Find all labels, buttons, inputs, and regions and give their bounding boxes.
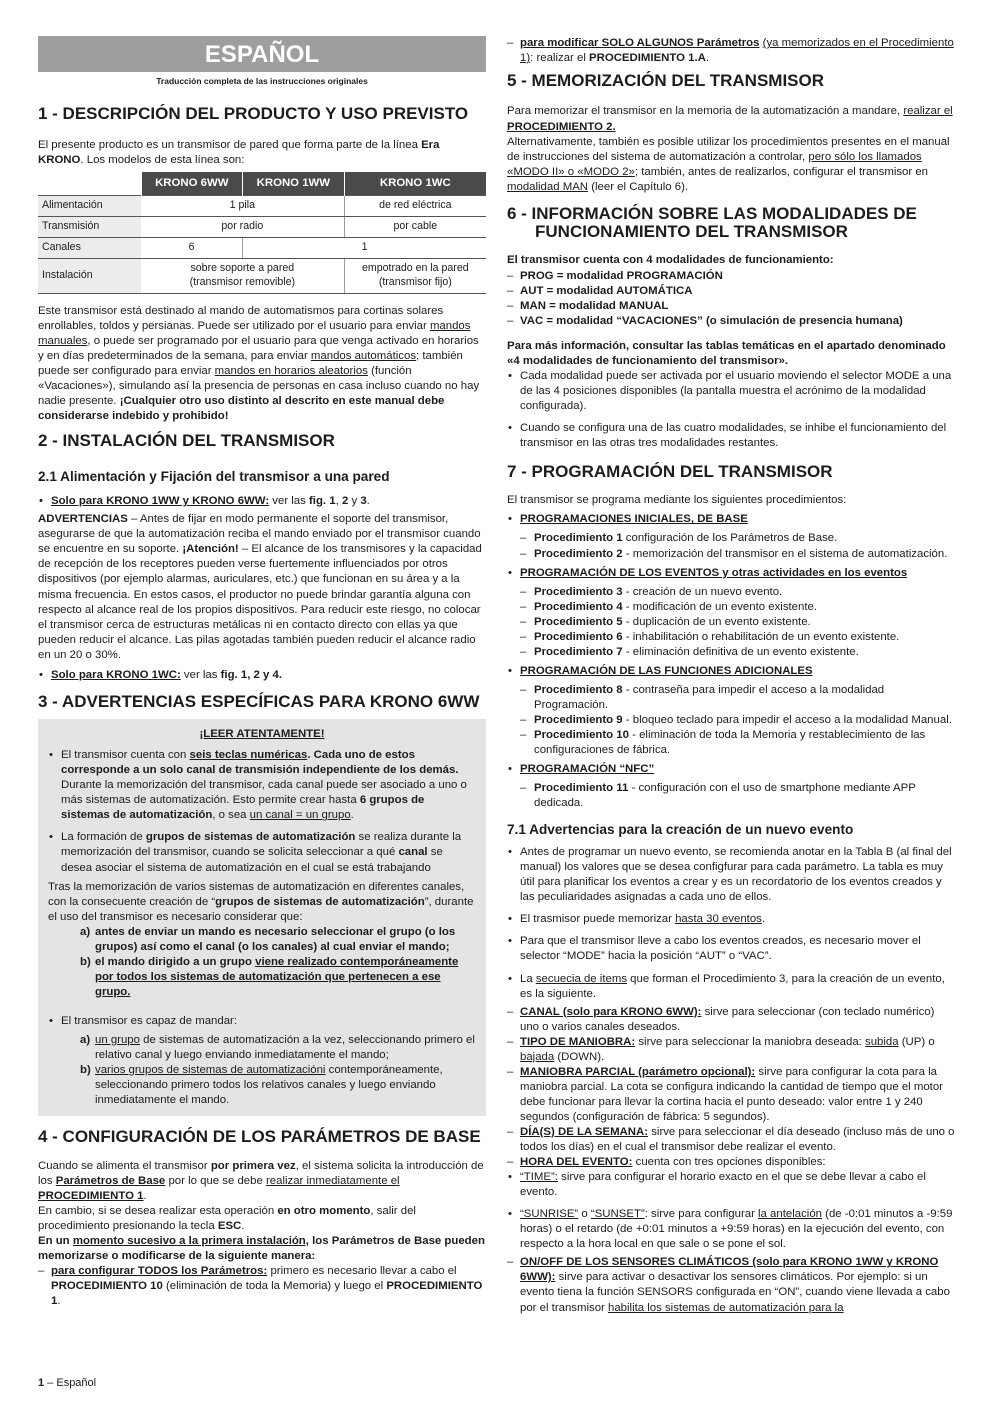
section-6-more: Para más información, consultar las tablas temáticas en el apartado denominado «4 modalidades de funcionamiento del transmisor». [507,339,946,367]
list-item: – Procedimiento 9 - bloqueo teclado para impedir el acceso a la modalidad Manual. [507,713,955,728]
list-item: – Procedimiento 3 - creación de un nuevo evento. [507,585,955,600]
list-item: • Solo para KRONO 1WC: ver las fig. 1, 2 y 4. [38,668,486,683]
section-5-p1: Para memorizar el transmisor en la memoria de la automatización a mandare, realizar el PROCEDIMIENTO 2. [507,105,953,133]
list-item: • Solo para KRONO 1WW y KRONO 6WW: ver las fig. 1, 2 y 3. [38,494,486,509]
list-item: • PROGRAMACIÓN “NFC” [507,762,955,777]
groups-paragraph: Tras la memorización de varios sistemas de automatización en diferentes canales, con la consecuente creación de “grupos de sistemas de automatización”, durante el uso del transmisor es necesario considerar que: [48,880,474,923]
page-footer: 1 – Español [38,1377,97,1389]
table-row: Alimentación 1 pila de red eléctrica [38,195,486,216]
section-2-1-title: 2.1 Alimentación y Fijación del transmisor a una pared [38,469,390,485]
section-5-p2: Alternativamente, también es posible utilizar los procedimientos presentes en el manual de instrucciones del sistema de automatización a controlar, pero sólo los llamados «MODO II» o «MODO 2»; también, antes de realizarlos, configurar el transmisor en modalidad MAN (leer el Capítulo 6). [507,135,950,193]
list-item: a) antes de enviar un mando es necesario seleccionar el grupo (o los grupos) así como el canal (o los canales) al cual enviar el mando; [80,925,456,953]
list-item: – Procedimiento 8 - contraseña para impedir el acceso a la modalidad Programación. [507,683,955,713]
list-item: – Procedimiento 2 - memorización del transmisor en el sistema de automatización. [507,547,955,562]
section-7-lead: El transmisor se programa mediante los siguientes procedimientos: [507,494,847,507]
list-item: – Procedimiento 7 - eliminación definitiva de un evento existente. [507,645,955,660]
list-item: • PROGRAMACIÓN DE LOS EVENTOS y otras actividades en los eventos [507,566,955,581]
list-item: • Para que el transmisor lleve a cabo los eventos creados, es necesario mover el selector “MODE” hacia la posición “AUT” o “VAC”. [507,934,955,964]
list-item: – MAN = modalidad MANUAL [507,299,955,314]
table-header: KRONO 6WW [141,172,243,196]
list-item: • PROGRAMACIONES INICIALES, DE BASE [507,512,955,527]
section-3-title: 3 - ADVERTENCIAS ESPECÍFICAS PARA KRONO 6WW [38,691,480,711]
list-item: – Procedimiento 1 configuración de los Parámetros de Base. [507,531,955,546]
list-item: • La secuecia de items que forman el Procedimiento 3, para la creación de un evento, es la siguiente. [507,972,955,1002]
list-item: a) un grupo de sistemas de automatización a la vez, seleccionando primero el relativo canal y luego enviando inmediatamente el mando; [80,1034,475,1062]
section-2-title: 2 - INSTALACIÓN DEL TRANSMISOR [38,430,335,450]
warnings-paragraph: ADVERTENCIAS – Antes de fijar en modo permanente el soporte del transmisor, asegurarse de que la automatización reciba el mando enviado por el transmisor cuando se encuentre en su soporte. ¡Atención! – El alcance de los transmisores y la capacidad de recepción de los receptores pueden verse fuertemente influenciados por otros dispositivos (por ejemplo alarmas, auriculares, etc.) que funcionan en su área y a la misma frecuencia. En estos casos, el productor no puede brindar garantía alguna con respecto al alcance real de los propios dispositivos. Para reducir este riesgo, no colocar el transmisor cerca de estructuras metálicas ni en contacto directo con ellas ya que pueden reducir el alcance. Las pilas agotadas también pueden reducir el alcance radio en un 20 o 30%. [38,513,482,661]
table-row: Canales 6 1 [38,237,486,258]
list-item: – Procedimiento 10 - eliminación de toda la Memoria y restablecimiento de las configuraciones de fábrica. [507,728,955,758]
left-column [38,36,486,1309]
list-item: • El transmisor cuenta con seis teclas numéricas. Cada uno de estos corresponde a un solo canal de transmisión independiente de los demás. Durante la memorización del transmisor, cada canal puede ser asociado a uno o más sistemas de automatización. Esto permite crear hasta 6 grupos de sistemas de automatización, o sea un canal = un grupo. [48,748,476,823]
right-column [507,36,955,1316]
list-item: • La formación de grupos de sistemas de automatización se realiza durante la memorización del transmisor, cuando se solicita seleccionar a qué canal se desea asociar el sistema de automatización en el cual se está trabajando [48,830,476,875]
list-item: – HORA DEL EVENTO: cuenta con tres opciones disponibles: [507,1155,955,1170]
warning-box [38,719,486,1116]
section-1-body: Este transmisor está destinado al mando de automatismos para cortinas solares enrollables, toldos y persianas. Puede ser utilizado por el usuario para enviar mandos manuales, o puede ser programado por el usuario para que venga activado en horarios y en días predeterminados de la semana, para enviar mandos automáticos; también puede ser configurado para enviar mandos en horarios aleatorios (función «Vacaciones»), simulando así la presencia de personas en casa incluso cuando no hay nadie presente. ¡Cualquier otro uso distinto al descrito en este manual debe considerarse indebido y prohibido! [38,304,480,422]
table-corner [38,172,141,196]
list-item: – ON/OFF DE LOS SENSORES CLIMÁTICOS (solo para KRONO 1WW y KRONO 6WW): sirve para activar o desactivar los sensores climáticos. Por ejemplo: si un evento tiena la función SENSORS configurada en “ON”, cuando viene llevada a cabo por el transmisor habilita los sistemas de automatización para la [507,1255,955,1315]
table-row: Instalación sobre soporte a pared (transmisor removible) empotrado en la pared (transmisor fijo) [38,258,486,293]
table-header: KRONO 1WC [344,172,486,196]
list-item: • El trasmisor puede memorizar hasta 30 eventos. [507,912,955,927]
translation-note: Traducción completa de las instrucciones originales [156,76,368,86]
list-item: – para modificar SOLO ALGUNOS Parámetros (ya memorizados en el Procedimiento 1): realizar el PROCEDIMIENTO 1.A. [507,36,955,66]
warning-box-heading: ¡LEER ATENTAMENTE! [199,728,325,741]
list-item: • PROGRAMACIÓN DE LAS FUNCIONES ADICIONALES [507,664,955,679]
section-5-title: 5 - MEMORIZACIÓN DEL TRANSMISOR [507,71,825,91]
models-table [38,172,486,294]
table-header: KRONO 1WW [243,172,345,196]
list-item: – AUT = modalidad AUTOMÁTICA [507,284,955,299]
list-item: – Procedimiento 11 - configuración con el uso de smartphone mediante APP dedicada. [507,781,955,811]
list-item: b) el mando dirigido a un grupo viene realizado contemporáneamente por todos los sistemas de automatización que pertenecen a ese grupo. [80,955,459,998]
section-4-p2: En cambio, si se desea realizar esta operación en otro momento, salir del procedimiento presionando la tecla ESC. [38,1204,416,1232]
list-item: – TIPO DE MANIOBRA: sirve para seleccionar la maniobra deseada: subida (UP) o bajada (DOWN). [507,1035,955,1065]
section-7-title: 7 - PROGRAMACIÓN DEL TRANSMISOR [507,462,833,482]
list-item: b) varios grupos de sistemas de automatizacióni contemporáneamente, seleccionando primero todos los relativos canales y luego enviando inmediatamente el mando. [80,1064,443,1107]
list-item: – para configurar TODOS los Parámetros: primero es necesario llevar a cabo el PROCEDIMIENTO 10 (eliminación de toda la Memoria) y luego el PROCEDIMIENTO 1. [38,1264,486,1309]
list-item: • Cada modalidad puede ser activada por el usuario moviendo el selector MODE a una de las 4 posiciones disponibles (la pantalla muestra el acrónimo de la modalidad configurada). [507,369,955,414]
section-1-title: 1 - DESCRIPCIÓN DEL PRODUCTO Y USO PREVISTO [38,104,469,124]
section-7-1-title: 7.1 Advertencias para la creación de un nuevo evento [507,822,854,838]
list-item: – Procedimiento 5 - duplicación de un evento existente. [507,615,955,630]
section-4-p3: En un momento sucesivo a la primera instalación, los Parámetros de Base pueden memorizarse o modificarse de la siguiente manera: [38,1234,485,1262]
list-item: • “SUNRISE” o “SUNSET”: sirve para configurar la antelación (de -0:01 minutos a -9:59 horas) o el retardo (de +0:01 minutos a +9:59 horas) en la ejecución del evento, con respecto a la hora local en que sale o se pone el sol. [507,1207,955,1252]
list-item: • El transmisor es capaz de mandar: [48,1014,476,1029]
list-item: • Cuando se configura una de las cuatro modalidades, se inhibe el funcionamiento del transmisor en las otras tres modalidades restantes. [507,421,955,451]
list-item: – CANAL (solo para KRONO 6WW): sirve para seleccionar (con teclado numérico) uno o varios canales deseados. [507,1005,955,1035]
section-1-intro: El presente producto es un transmisor de pared que forma parte de la línea Era KRONO. Los modelos de esta línea son: [38,138,440,166]
table-row: Transmisión por radio por cable [38,216,486,237]
section-4-p1: Cuando se alimenta el transmisor por primera vez, el sistema solicita la introducción de los Parámetros de Base por lo que se debe realizar inmediatamente el PROCEDIMIENTO 1. [38,1159,484,1202]
list-item: – VAC = modalidad “VACACIONES” (o simulación de presencia humana) [507,314,955,329]
section-6-title: 6 - INFORMACIÓN SOBRE LAS MODALIDADES DE FUNCIONAMIENTO DEL TRANSMISOR [507,203,917,242]
language-banner: ESPAÑOL [38,36,486,72]
section-6-lead: El transmisor cuenta con 4 modalidades de funcionamiento: [507,254,834,267]
list-item: – PROG = modalidad PROGRAMACIÓN [507,269,955,284]
list-item: – Procedimiento 6 - inhabilitación o rehabilitación de un evento existente. [507,630,955,645]
list-item: – MANIOBRA PARCIAL (parámetro opcional): sirve para configurar la cota para la maniobra parcial. La cota se configura indicando la cantidad de tiempo que el motor debe funcionar para llevar la cortina hacia el punto deseado: valor entre 1 y 240 segundos (configuración de fábrica: 5 segundos). [507,1065,955,1125]
list-item: • Antes de programar un nuevo evento, se recomienda anotar en la Tabla B (al final del manual) los valores que se desea configfurar para cada parámetro. La tabla es muy útil para planificar los eventos a crear y es un recordatorio de los eventos creados y las peculiaridades asignadas a cada uno de ellos. [507,845,955,905]
list-item: – Procedimiento 4 - modificación de un evento existente. [507,600,955,615]
list-item: – DÍA(S) DE LA SEMANA: sirve para seleccionar el día deseado (incluso más de uno o todos los días) en el cual el transmisor debe realizar el evento. [507,1125,955,1155]
section-4-title: 4 - CONFIGURACIÓN DE LOS PARÁMETROS DE BASE [38,1127,481,1147]
list-item: • “TIME”: sirve para configurar el horario exacto en el que se debe llevar a cabo el evento. [507,1170,955,1200]
